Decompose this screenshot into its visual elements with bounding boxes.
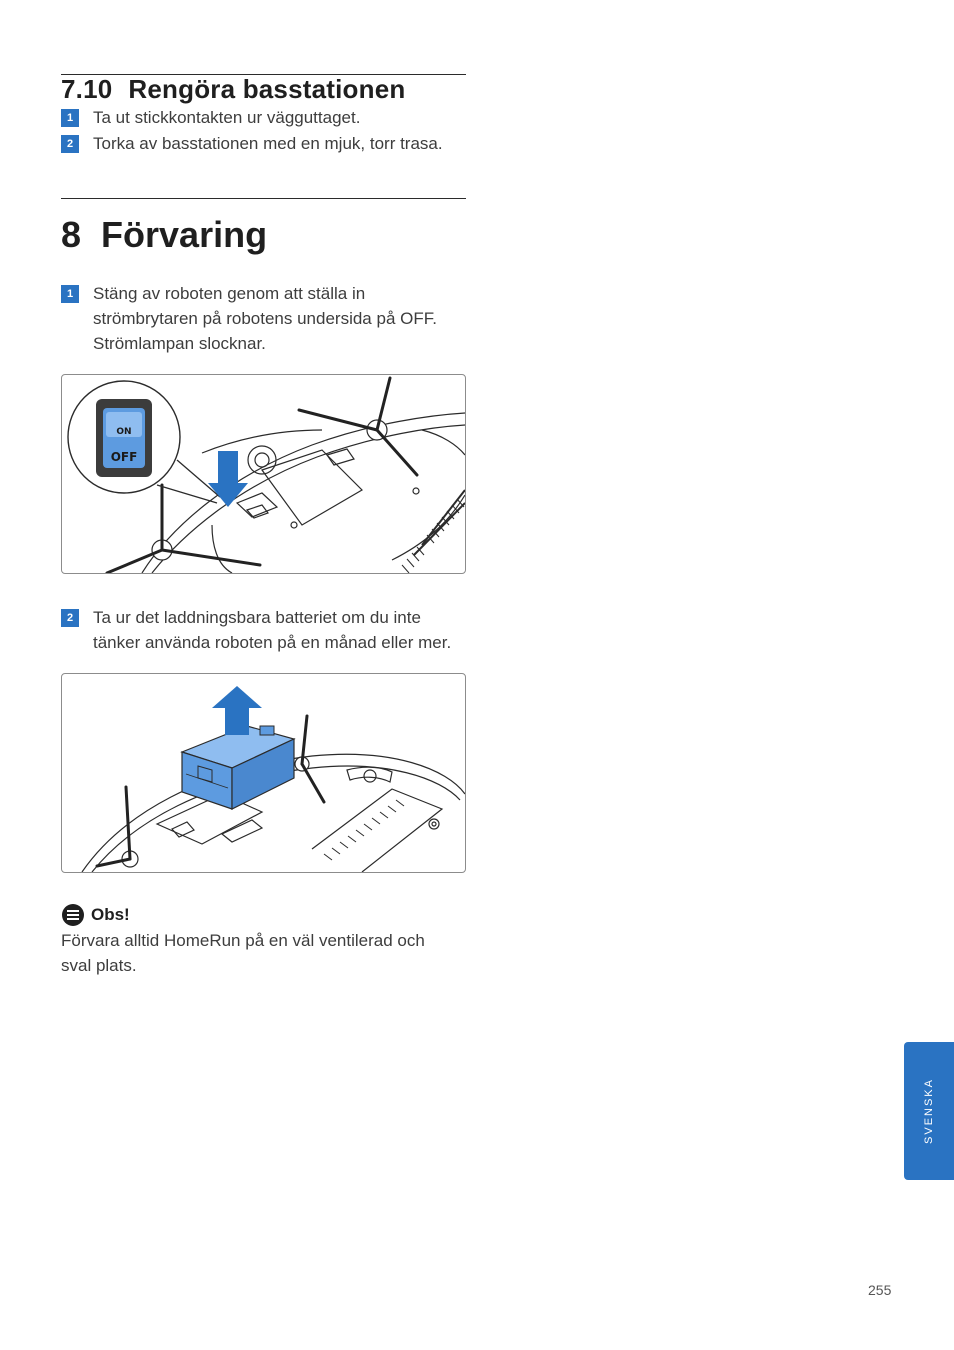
chapter-heading [61, 214, 267, 256]
note-body [61, 928, 466, 978]
section-heading [61, 74, 405, 105]
switch-off-label: OFF [110, 450, 138, 464]
note-icon [61, 903, 85, 927]
page-number: 255 [868, 1282, 892, 1298]
language-tab [904, 1042, 954, 1180]
step-badge: 2 [61, 609, 79, 627]
step-text: Torka av basstationen med en mjuk, torr trasa. [93, 134, 443, 153]
robot-battery-drawing [62, 674, 465, 872]
step-text [93, 281, 471, 356]
step-text [93, 605, 471, 655]
step-badge: 1 [61, 285, 79, 303]
note-line: Förvara alltid HomeRun på en väl ventilerad och [61, 931, 425, 950]
step-line: strömbrytaren på robotens undersida på OFF. [93, 309, 437, 328]
note-title: Obs! [91, 905, 130, 924]
step-line: tänker använda roboten på en månad eller mer. [93, 633, 452, 652]
section-number: 7.10 [61, 74, 113, 104]
chapter-number: 8 [61, 214, 82, 255]
list-item [61, 105, 471, 130]
section-title: Rengöra basstationen [128, 74, 406, 104]
step-line: Ta ur det laddningsbara batteriet om du inte [93, 608, 421, 627]
power-switch-illustration [61, 374, 466, 574]
list-item [61, 605, 471, 655]
step-line: Stäng av roboten genom att ställa in [93, 284, 366, 303]
switch-on-label: ON [116, 427, 132, 437]
note-heading [61, 903, 130, 927]
language-label: SVENSKA [923, 1078, 935, 1144]
step-badge: 2 [61, 135, 79, 153]
step-badge: 1 [61, 109, 79, 127]
chapter-title: Förvaring [101, 214, 268, 255]
step-text: Ta ut stickkontakten ur vägguttaget. [93, 108, 361, 127]
list-item [61, 131, 471, 156]
step-line: Strömlampan slocknar. [93, 334, 266, 353]
note-line: sval plats. [61, 956, 137, 975]
robot-underside-drawing [62, 375, 465, 573]
chapter-rule [61, 198, 466, 199]
list-item [61, 281, 471, 356]
battery-removal-illustration [61, 673, 466, 873]
